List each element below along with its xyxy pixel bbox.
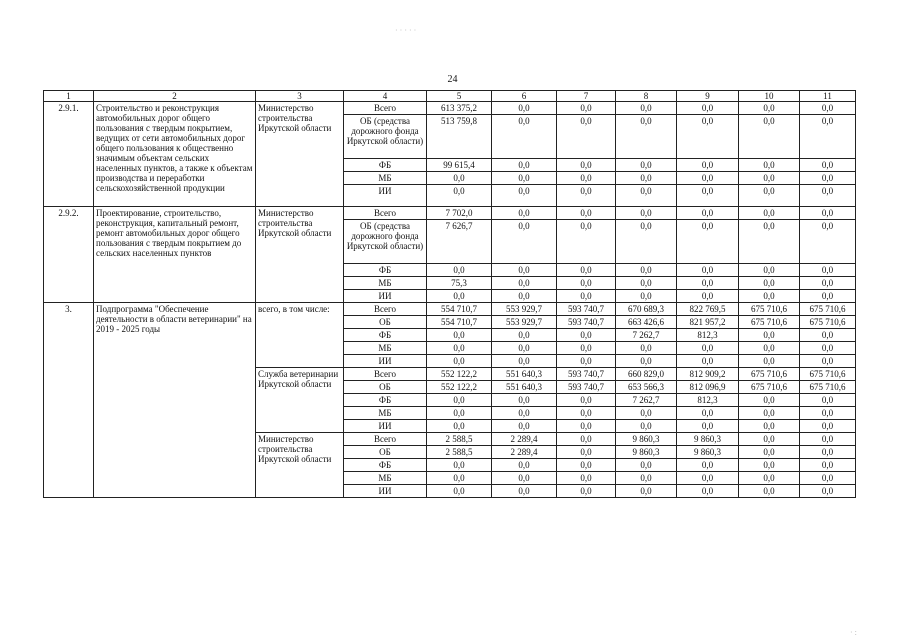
amount-cell: 0,0 [739, 355, 800, 368]
amount-cell: 0,0 [739, 185, 800, 207]
amount-cell: 552 122,2 [427, 381, 492, 394]
amount-cell: 0,0 [427, 459, 492, 472]
amount-cell: 0,0 [492, 329, 557, 342]
amount-cell: 7 262,7 [616, 329, 677, 342]
funding-source: Всего [344, 207, 427, 220]
amount-cell: 613 375,2 [427, 102, 492, 115]
amount-cell: 551 640,3 [492, 381, 557, 394]
item-code: 2.9.1. [44, 102, 94, 207]
amount-cell: 2 289,4 [492, 446, 557, 459]
amount-cell: 593 740,7 [557, 303, 616, 316]
item-name: Строительство и реконструкция автомобильных дорог общего пользования с твердым покрытием, ведущих от сети автомобильных дорог общего пользования к общественно значимым объектам сельских населенных пунктов, а также к объектам производства и переработки сельскохозяйственной продукции [94, 102, 256, 207]
amount-cell: 0,0 [677, 485, 739, 498]
amount-cell: 0,0 [492, 220, 557, 264]
amount-cell: 0,0 [800, 459, 856, 472]
amount-cell: 9 860,3 [677, 433, 739, 446]
amount-cell: 0,0 [427, 394, 492, 407]
funding-source: ОБ [344, 381, 427, 394]
funding-source: ОБ (средства дорожного фонда Иркутской области) [344, 115, 427, 159]
amount-cell: 9 860,3 [677, 446, 739, 459]
amount-cell: 0,0 [677, 355, 739, 368]
executor: Министерство строительства Иркутской области [256, 102, 344, 207]
amount-cell: 670 689,3 [616, 303, 677, 316]
amount-cell: 7 262,7 [616, 394, 677, 407]
item-code: 3. [44, 303, 94, 498]
amount-cell: 0,0 [616, 355, 677, 368]
amount-cell: 0,0 [800, 433, 856, 446]
amount-cell: 0,0 [427, 355, 492, 368]
amount-cell: 0,0 [557, 185, 616, 207]
amount-cell: 0,0 [492, 115, 557, 159]
amount-cell: 0,0 [492, 472, 557, 485]
item-code: 2.9.2. [44, 207, 94, 303]
amount-cell: 9 860,3 [616, 433, 677, 446]
amount-cell: 0,0 [557, 329, 616, 342]
amount-cell: 593 740,7 [557, 316, 616, 329]
amount-cell: 675 710,6 [739, 316, 800, 329]
amount-cell: 0,0 [492, 394, 557, 407]
amount-cell: 0,0 [616, 264, 677, 277]
amount-cell: 7 702,0 [427, 207, 492, 220]
amount-cell: 821 957,2 [677, 316, 739, 329]
amount-cell: 553 929,7 [492, 316, 557, 329]
column-number: 2 [94, 91, 256, 102]
amount-cell: 0,0 [492, 159, 557, 172]
funding-source: ФБ [344, 394, 427, 407]
amount-cell: 675 710,6 [739, 368, 800, 381]
amount-cell: 0,0 [492, 207, 557, 220]
executor: Министерство строительства Иркутской области [256, 433, 344, 498]
amount-cell: 0,0 [739, 485, 800, 498]
amount-cell: 0,0 [677, 159, 739, 172]
funding-source: ОБ [344, 446, 427, 459]
amount-cell: 0,0 [616, 115, 677, 159]
amount-cell: 812 909,2 [677, 368, 739, 381]
amount-cell: 0,0 [557, 394, 616, 407]
amount-cell: 0,0 [427, 290, 492, 303]
amount-cell: 0,0 [557, 446, 616, 459]
funding-source: МБ [344, 277, 427, 290]
amount-cell: 0,0 [427, 342, 492, 355]
amount-cell: 660 829,0 [616, 368, 677, 381]
amount-cell: 0,0 [739, 459, 800, 472]
funding-source: МБ [344, 472, 427, 485]
amount-cell: 75,3 [427, 277, 492, 290]
column-number: 9 [677, 91, 739, 102]
table-row [44, 303, 856, 316]
amount-cell: 0,0 [557, 172, 616, 185]
amount-cell: 0,0 [427, 420, 492, 433]
column-number: 7 [557, 91, 616, 102]
amount-cell: 0,0 [616, 420, 677, 433]
column-number-row [44, 91, 856, 102]
funding-source: ИИ [344, 485, 427, 498]
amount-cell: 0,0 [616, 342, 677, 355]
amount-cell: 0,0 [616, 159, 677, 172]
amount-cell: 0,0 [492, 185, 557, 207]
amount-cell: 0,0 [800, 290, 856, 303]
amount-cell: 0,0 [677, 115, 739, 159]
amount-cell: 0,0 [800, 394, 856, 407]
amount-cell: 0,0 [677, 420, 739, 433]
amount-cell: 0,0 [616, 290, 677, 303]
amount-cell: 0,0 [492, 277, 557, 290]
amount-cell: 0,0 [557, 220, 616, 264]
amount-cell: 0,0 [800, 264, 856, 277]
amount-cell: 0,0 [492, 102, 557, 115]
amount-cell: 0,0 [557, 459, 616, 472]
amount-cell: 593 740,7 [557, 368, 616, 381]
amount-cell: 9 860,3 [616, 446, 677, 459]
executor: Министерство строительства Иркутской области [256, 207, 344, 303]
column-number: 3 [256, 91, 344, 102]
amount-cell: 0,0 [677, 407, 739, 420]
amount-cell: 0,0 [800, 355, 856, 368]
funding-source: МБ [344, 407, 427, 420]
amount-cell: 0,0 [800, 329, 856, 342]
column-number: 1 [44, 91, 94, 102]
column-number: 8 [616, 91, 677, 102]
item-name: Подпрограмма "Обеспечение деятельности в области ветеринарии" на 2019 - 2025 годы [94, 303, 256, 498]
amount-cell: 0,0 [427, 472, 492, 485]
amount-cell: 0,0 [800, 472, 856, 485]
amount-cell: 0,0 [739, 290, 800, 303]
amount-cell: 0,0 [739, 433, 800, 446]
amount-cell: 0,0 [677, 185, 739, 207]
funding-source: ИИ [344, 420, 427, 433]
column-number: 5 [427, 91, 492, 102]
funding-source: ФБ [344, 159, 427, 172]
amount-cell: 0,0 [427, 329, 492, 342]
amount-cell: 0,0 [557, 290, 616, 303]
amount-cell: 593 740,7 [557, 381, 616, 394]
amount-cell: 812,3 [677, 329, 739, 342]
amount-cell: 675 710,6 [739, 381, 800, 394]
amount-cell: 0,0 [427, 185, 492, 207]
amount-cell: 0,0 [492, 355, 557, 368]
funding-source: ФБ [344, 329, 427, 342]
amount-cell: 0,0 [739, 420, 800, 433]
amount-cell: 0,0 [427, 172, 492, 185]
amount-cell: 0,0 [557, 159, 616, 172]
amount-cell: 0,0 [677, 207, 739, 220]
amount-cell: 0,0 [492, 459, 557, 472]
amount-cell: 0,0 [616, 220, 677, 264]
amount-cell: 7 626,7 [427, 220, 492, 264]
amount-cell: 0,0 [739, 277, 800, 290]
column-number: 4 [344, 91, 427, 102]
amount-cell: 0,0 [677, 459, 739, 472]
amount-cell: 812,3 [677, 394, 739, 407]
amount-cell: 0,0 [739, 472, 800, 485]
amount-cell: 0,0 [616, 185, 677, 207]
amount-cell: 0,0 [800, 159, 856, 172]
amount-cell: 0,0 [616, 207, 677, 220]
amount-cell: 0,0 [800, 207, 856, 220]
amount-cell: 0,0 [739, 446, 800, 459]
amount-cell: 2 289,4 [492, 433, 557, 446]
funding-source: ИИ [344, 290, 427, 303]
amount-cell: 0,0 [739, 207, 800, 220]
amount-cell: 822 769,5 [677, 303, 739, 316]
funding-source: ИИ [344, 185, 427, 207]
amount-cell: 0,0 [616, 459, 677, 472]
amount-cell: 0,0 [800, 115, 856, 159]
amount-cell: 0,0 [800, 220, 856, 264]
amount-cell: 2 588,5 [427, 433, 492, 446]
column-number: 6 [492, 91, 557, 102]
amount-cell: 0,0 [739, 102, 800, 115]
amount-cell: 0,0 [557, 207, 616, 220]
amount-cell: 675 710,6 [800, 316, 856, 329]
amount-cell: 99 615,4 [427, 159, 492, 172]
amount-cell: 513 759,8 [427, 115, 492, 159]
amount-cell: 675 710,6 [800, 303, 856, 316]
funding-source: ФБ [344, 459, 427, 472]
amount-cell: 0,0 [739, 220, 800, 264]
amount-cell: 0,0 [739, 172, 800, 185]
amount-cell: 0,0 [616, 102, 677, 115]
amount-cell: 0,0 [739, 159, 800, 172]
funding-source: Всего [344, 368, 427, 381]
amount-cell: 0,0 [557, 115, 616, 159]
amount-cell: 2 588,5 [427, 446, 492, 459]
amount-cell: 0,0 [492, 420, 557, 433]
amount-cell: 0,0 [427, 407, 492, 420]
amount-cell: 0,0 [677, 220, 739, 264]
amount-cell: 0,0 [800, 185, 856, 207]
budget-table [43, 90, 856, 498]
amount-cell: 0,0 [557, 472, 616, 485]
amount-cell: 0,0 [557, 102, 616, 115]
funding-source: МБ [344, 172, 427, 185]
amount-cell: 0,0 [800, 172, 856, 185]
amount-cell: 675 710,6 [800, 368, 856, 381]
amount-cell: 0,0 [492, 342, 557, 355]
amount-cell: 0,0 [492, 172, 557, 185]
amount-cell: 0,0 [677, 472, 739, 485]
amount-cell: 0,0 [800, 342, 856, 355]
amount-cell: 0,0 [800, 102, 856, 115]
amount-cell: 0,0 [739, 115, 800, 159]
funding-source: ОБ (средства дорожного фонда Иркутской области) [344, 220, 427, 264]
amount-cell: 0,0 [800, 446, 856, 459]
amount-cell: 0,0 [616, 485, 677, 498]
amount-cell: 0,0 [739, 264, 800, 277]
amount-cell: 0,0 [616, 472, 677, 485]
amount-cell: 0,0 [557, 355, 616, 368]
funding-source: ФБ [344, 264, 427, 277]
column-number: 10 [739, 91, 800, 102]
amount-cell: 0,0 [557, 277, 616, 290]
amount-cell: 554 710,7 [427, 316, 492, 329]
funding-source: Всего [344, 433, 427, 446]
funding-source: ИИ [344, 355, 427, 368]
amount-cell: 0,0 [492, 485, 557, 498]
amount-cell: 0,0 [616, 172, 677, 185]
amount-cell: 0,0 [492, 264, 557, 277]
amount-cell: 0,0 [800, 485, 856, 498]
table-row [44, 102, 856, 115]
amount-cell: 0,0 [427, 485, 492, 498]
funding-source: Всего [344, 102, 427, 115]
amount-cell: 675 710,6 [800, 381, 856, 394]
amount-cell: 0,0 [557, 420, 616, 433]
amount-cell: 0,0 [677, 102, 739, 115]
amount-cell: 0,0 [739, 394, 800, 407]
column-number: 11 [800, 91, 856, 102]
amount-cell: 553 929,7 [492, 303, 557, 316]
funding-source: Всего [344, 303, 427, 316]
amount-cell: 653 566,3 [616, 381, 677, 394]
amount-cell: 0,0 [557, 485, 616, 498]
amount-cell: 663 426,6 [616, 316, 677, 329]
amount-cell: 0,0 [739, 329, 800, 342]
amount-cell: 0,0 [427, 264, 492, 277]
funding-source: МБ [344, 342, 427, 355]
amount-cell: 0,0 [677, 342, 739, 355]
amount-cell: 0,0 [492, 407, 557, 420]
amount-cell: 0,0 [492, 290, 557, 303]
item-name: Проектирование, строительство, реконструкция, капитальный ремонт, ремонт автомобильных дорог общего пользования с твердым покрытием до сельских населенных пунктов [94, 207, 256, 303]
amount-cell: 0,0 [616, 277, 677, 290]
amount-cell: 0,0 [739, 342, 800, 355]
amount-cell: 0,0 [677, 264, 739, 277]
amount-cell: 0,0 [557, 433, 616, 446]
amount-cell: 0,0 [557, 342, 616, 355]
amount-cell: 0,0 [677, 277, 739, 290]
amount-cell: 0,0 [800, 420, 856, 433]
amount-cell: 554 710,7 [427, 303, 492, 316]
executor: Служба ветеринарии Иркутской области [256, 368, 344, 433]
amount-cell: 0,0 [739, 407, 800, 420]
amount-cell: 0,0 [557, 264, 616, 277]
amount-cell: 0,0 [800, 407, 856, 420]
amount-cell: 0,0 [677, 172, 739, 185]
page-number: 24 [447, 74, 458, 85]
amount-cell: 0,0 [557, 407, 616, 420]
amount-cell: 552 122,2 [427, 368, 492, 381]
amount-cell: 675 710,6 [739, 303, 800, 316]
executor: всего, в том числе: [256, 303, 344, 368]
amount-cell: 0,0 [800, 277, 856, 290]
funding-source: ОБ [344, 316, 427, 329]
amount-cell: 551 640,3 [492, 368, 557, 381]
table-row [44, 207, 856, 220]
amount-cell: 0,0 [616, 407, 677, 420]
amount-cell: 0,0 [677, 290, 739, 303]
amount-cell: 812 096,9 [677, 381, 739, 394]
